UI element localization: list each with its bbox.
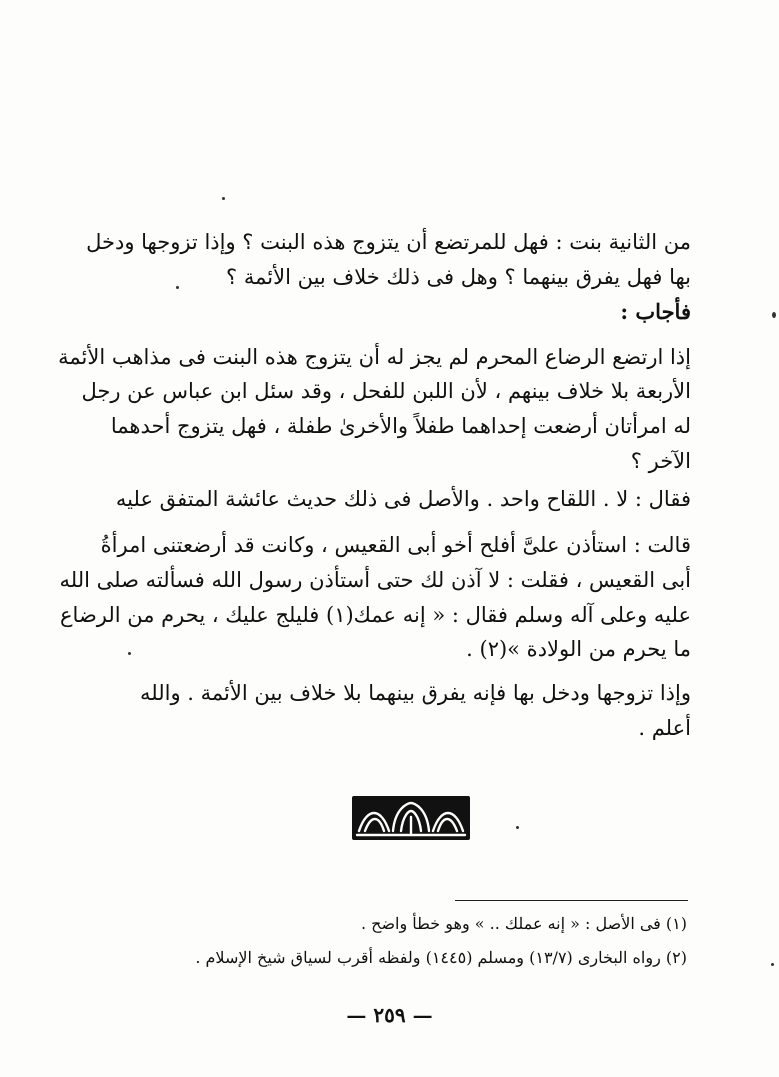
floral-ornament-icon [351, 795, 471, 841]
page-number: — ٢٥٩ — [346, 1003, 433, 1027]
body-line-4: إذا ارتضع الرضاع المحرم لم يجز له أن يتزوج هذه البنت فى مذاهب الأئمة [58, 345, 691, 369]
body-line-8: فقال : لا . اللقاح واحد . والأصل فى ذلك حديث عائشة المتفق عليه [115, 487, 691, 511]
scan-speck [771, 963, 774, 966]
footnote-1: (١) فى الأصل : « إنه عملك .. » وهو خطأ واضح . [360, 914, 687, 933]
body-line-6: له امرأتان أرضعت إحداهما طفلاً والأخرىٰ طفلة ، فهل يتزوج أحدهما [110, 414, 691, 438]
body-line-7: الآخر ؟ [630, 449, 691, 473]
body-line-10: أبى القعيس ، فقلت : لا آذن لك حتى أستأذن رسول الله فسألته صلى الله [59, 568, 691, 592]
body-line-14: أعلم . [638, 716, 691, 740]
body-line-5: الأربعة بلا خلاف بينهم ، لأن اللبن للفحل ، وقد سئل ابن عباس عن رجل [81, 379, 691, 403]
body-line-1: من الثانية بنت : فهل للمرتضع أن يتزوج هذه البنت ؟ وإذا تزوجها ودخل [86, 230, 691, 254]
body-line-9: قالت : استأذن علىَّ أفلح أخو أبى القعيس ، وكانت قد أرضعتنى امرأةُ [100, 533, 691, 557]
body-line-13: وإذا تزوجها ودخل بها فإنه يفرق بينهما بلا خلاف بين الأئمة . والله [140, 681, 691, 705]
scan-speck [128, 652, 131, 655]
footnote-2: (٢) رواه البخارى (١٣/٧) ومسلم (١٤٤٥) ولفظه أقرب لسياق شيخ الإسلام . [195, 948, 687, 967]
scan-speck [772, 312, 776, 318]
answer-heading: فأجاب : [620, 299, 691, 324]
body-line-2: بها فهل يفرق بينهما ؟ وهل فى ذلك خلاف بين الأئمة ؟ [226, 265, 691, 289]
scan-speck [222, 197, 225, 200]
scan-speck [176, 286, 179, 289]
footnote-separator [455, 900, 688, 901]
body-line-12: ما يحرم من الولادة »(٢) . [466, 637, 691, 661]
scan-speck [516, 826, 519, 829]
body-line-11: عليه وعلى آله وسلم فقال : « إنه عمك(١) فليلج عليك ، يحرم من الرضاع [60, 603, 691, 627]
